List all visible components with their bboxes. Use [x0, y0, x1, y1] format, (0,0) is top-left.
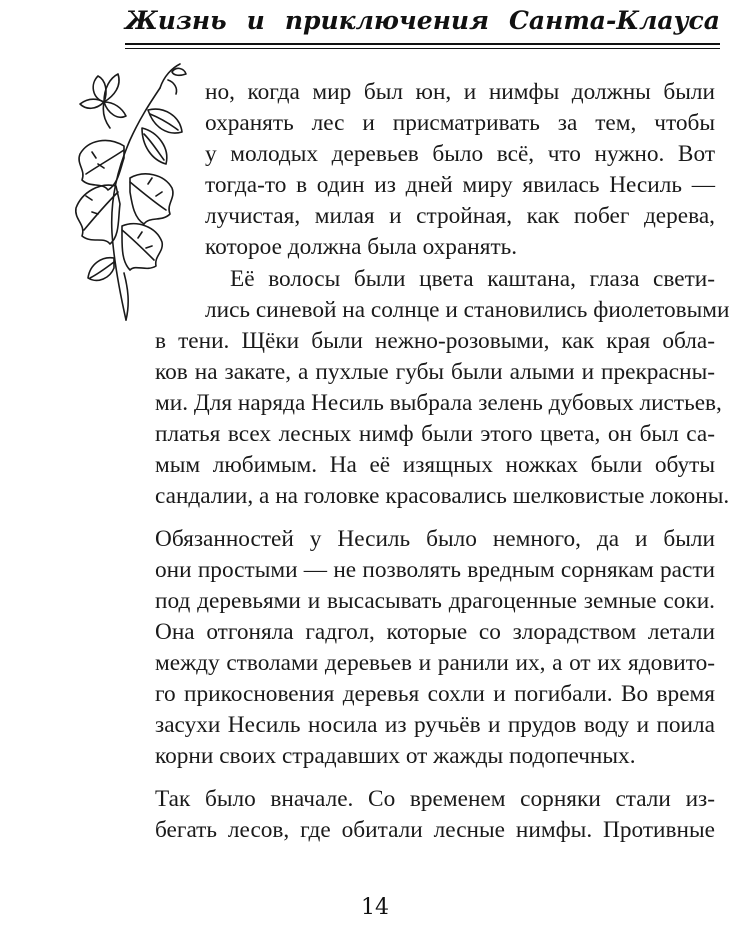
text-line: в тени. Щёки были нежно-розовыми, как края обла-	[155, 328, 715, 354]
text-line: ми. Для наряда Несиль выбрала зелень дубовых листьев,	[155, 390, 722, 416]
text-line: корни своих страдавших от жажды подопечных.	[155, 743, 636, 769]
header-rule-thin	[125, 48, 720, 49]
text-line: го прикосновения деревья сохли и погибали. Во время	[155, 681, 715, 707]
text-line: у молодых деревьев было всё, что нужно. Вот	[205, 141, 715, 167]
header-rule-thick	[125, 43, 720, 45]
text-line: Её волосы были цвета каштана, глаза свети-	[230, 266, 715, 292]
page-number: 14	[361, 895, 389, 920]
text-line: тогда-то в один из дней миру явилась Несиль —	[205, 172, 715, 198]
text-line: Так было вначале. Со временем сорняки стали из-	[155, 786, 715, 812]
text-line: Обязанностей у Несиль было немного, да и были	[155, 526, 715, 552]
text-line: сандалии, а на головке красовались шелковистые локоны.	[155, 483, 730, 509]
text-line: засухи Несиль носила из ручьёв и прудов воду и поила	[155, 712, 715, 738]
text-line: лучистая, милая и стройная, как побег дерева,	[205, 203, 715, 229]
running-header	[125, 6, 720, 36]
header-word: и	[246, 6, 265, 35]
oak-branch-illustration-icon	[68, 58, 193, 323]
text-line: Она отгоняла гадгол, которые со злорадством летали	[155, 619, 715, 645]
text-line: лись синевой на солнце и становились фиолетовыми	[205, 297, 730, 323]
text-line: мым любимым. На её изящных ножках были обуты	[155, 452, 715, 478]
text-line: бегать лесов, где обитали лесные нимфы. Противные	[155, 817, 715, 843]
text-line: они простыми — не позволять вредным сорнякам расти	[155, 557, 715, 583]
text-line: платья всех лесных нимф были этого цвета, он был са-	[155, 421, 715, 447]
text-line: но, когда мир был юн, и нимфы должны были	[205, 79, 715, 105]
text-line: ков на закате, а пухлые губы были алыми и прекрасны-	[155, 359, 715, 385]
text-line: которое должна была охранять.	[205, 234, 518, 260]
text-line: между стволами деревьев и ранили их, а от их ядовито-	[155, 650, 715, 676]
text-line: охранять лес и присматривать за тем, чтобы	[205, 110, 715, 136]
header-word: Санта-Клауса	[509, 6, 720, 35]
header-word: приключения	[284, 6, 490, 35]
text-line: под деревьями и высасывать драгоценные земные соки.	[155, 588, 715, 614]
header-word: Жизнь	[125, 6, 227, 35]
